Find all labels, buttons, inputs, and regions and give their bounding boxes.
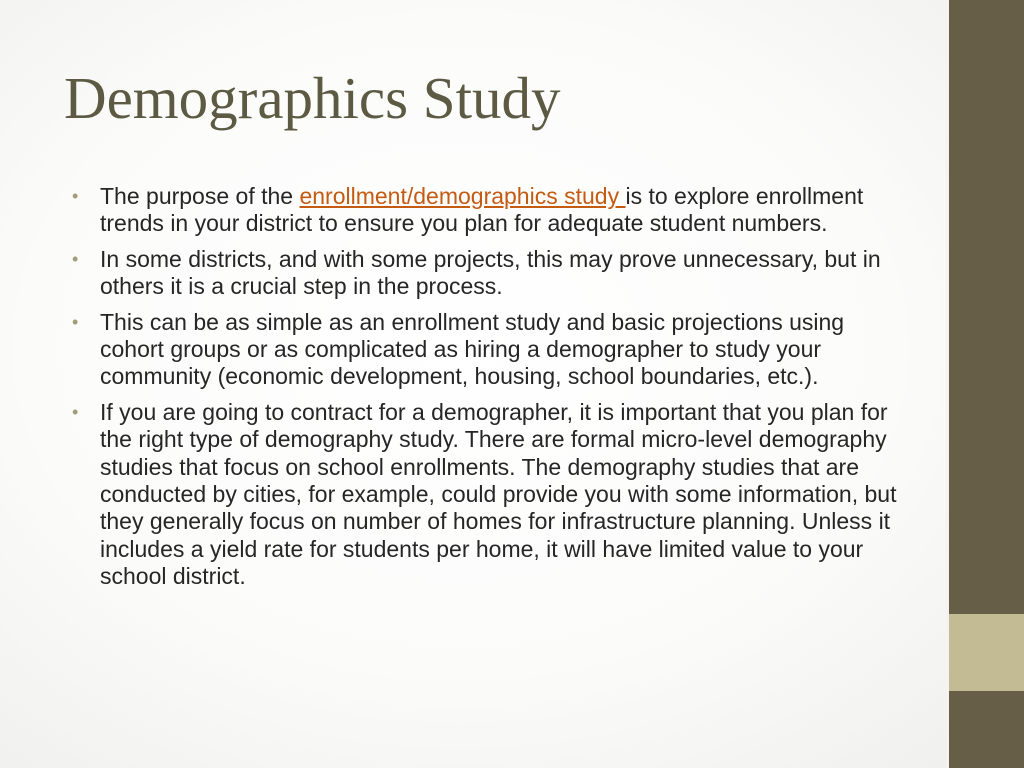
bullet-marker-icon: • — [72, 311, 79, 332]
bullet-item-3 — [72, 309, 902, 391]
bullet-4-text: If you are going to contract for a demographer, it is important that you plan for the right type of demography study. There are formal micro-level demography studies that focus on school enrollments. The demography studies that are conducted by cities, for example, could provide you with some information, but they generally focus on number of homes for infrastructure planning. Unless it includes a yield rate for students per home, it will have limited value to your school district. — [100, 398, 897, 590]
bullet-list — [72, 183, 902, 599]
bullet-item-2 — [72, 246, 902, 301]
enrollment-demographics-study-link[interactable]: enrollment/demographics study — [299, 183, 626, 209]
bullet-3-text: This can be as simple as an enrollment study and basic projections using cohort groups or as complicated as hiring a demographer to study your community (economic development, housing, school boundaries, etc.). — [100, 308, 845, 390]
side-accent-block — [949, 614, 1024, 691]
bullet-item-4 — [72, 399, 902, 591]
bullet-marker-icon: • — [72, 248, 79, 269]
bullet-2-text: In some districts, and with some projects, this may prove unnecessary, but in others it is a crucial step in the process. — [100, 245, 881, 300]
bullet-item-1 — [72, 183, 902, 238]
bullet-1-text-end: is to explore enrollment trends in your district to ensure you plan for adequate student numbers. — [100, 183, 864, 237]
bullet-marker-icon: • — [72, 401, 79, 422]
bullet-marker-icon: • — [72, 186, 79, 206]
slide-title: Demographics Study — [64, 65, 561, 131]
bullet-1-text-start: The purpose of the — [100, 183, 300, 209]
